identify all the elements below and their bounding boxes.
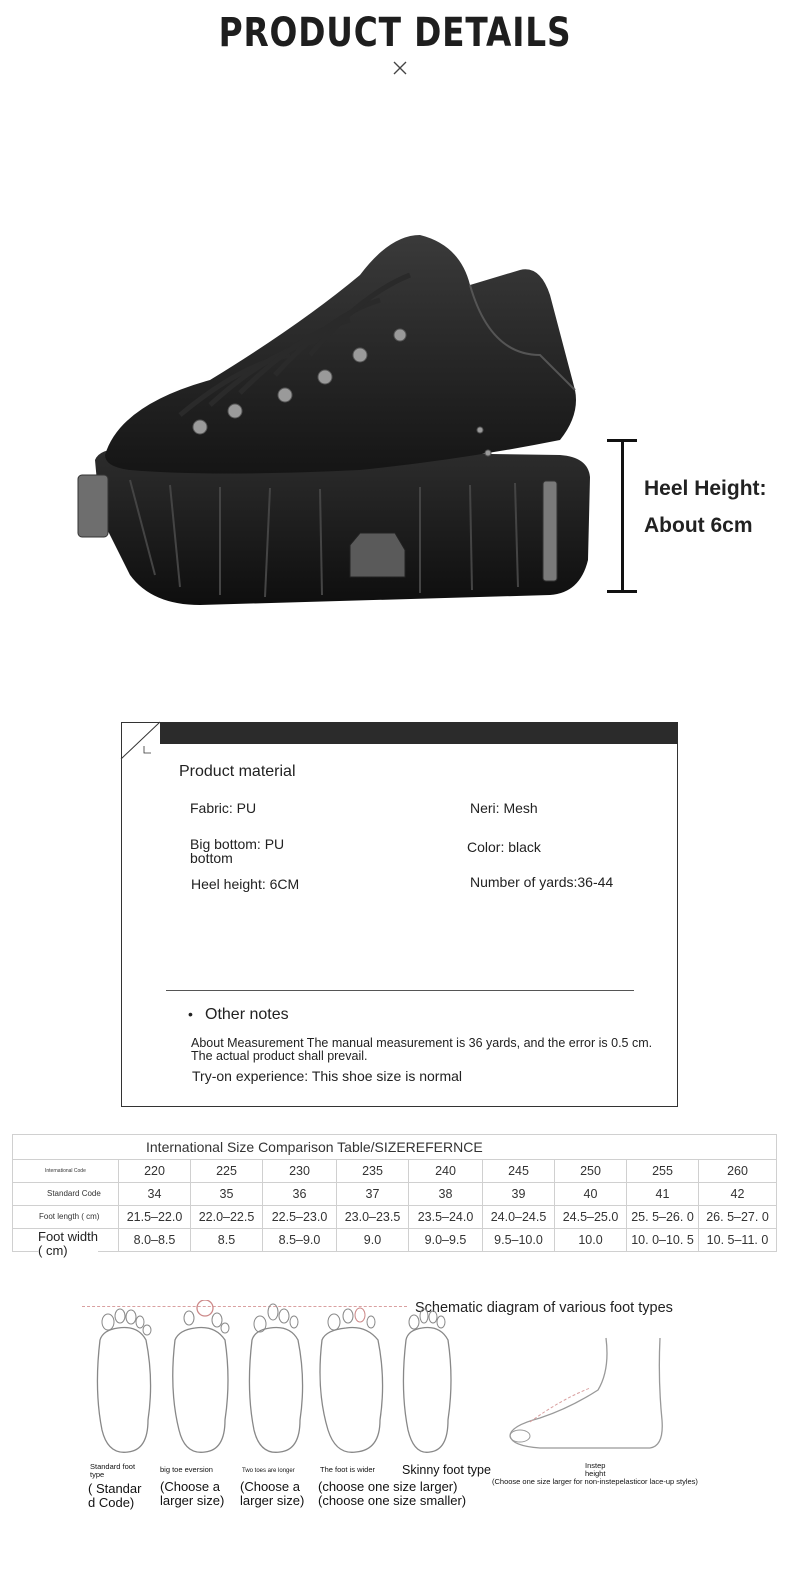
foot-width-label: Foot width ( cm) <box>38 1229 98 1258</box>
yards-value: Number of yards:36-44 <box>470 874 614 890</box>
foot-type-advice: (Choose one size larger for non-instepelasticor lace-up styles) <box>492 1477 698 1486</box>
table-cell: 23.5–24.0 <box>409 1206 483 1229</box>
foot-type-label: Instep height <box>585 1461 606 1478</box>
table-cell: 38 <box>409 1183 483 1206</box>
table-row <box>13 1229 777 1252</box>
foot-type-label: The foot is wider <box>320 1465 376 1474</box>
notes-heading: Other notes <box>205 1006 289 1023</box>
table-cell: 37 <box>337 1183 409 1206</box>
big-toe-eversion-foot-icon <box>165 1300 235 1460</box>
shoe-image <box>60 215 600 635</box>
table-row <box>13 1183 777 1206</box>
table-cell: 36 <box>263 1183 337 1206</box>
instep-height-foot-icon <box>500 1330 720 1460</box>
material-heading: Product material <box>179 763 296 780</box>
table-cell: 10. 0–10. 5 <box>627 1229 699 1252</box>
notes-bullet: • <box>188 1006 193 1022</box>
card-header-band <box>160 722 678 744</box>
table-caption: International Size Comparison Table/SIZEREFERNCE <box>13 1135 777 1160</box>
table-cell: 10.0 <box>555 1229 627 1252</box>
close-icon <box>392 60 408 76</box>
card-folded-corner <box>120 721 162 763</box>
table-cell: 26. 5–27. 0 <box>699 1206 777 1229</box>
table-cell: 24.0–24.5 <box>483 1206 555 1229</box>
foot-type-label: Two toes are longer <box>242 1468 295 1474</box>
neri-value: Neri: Mesh <box>470 800 538 816</box>
standard-foot-icon <box>88 1300 158 1460</box>
size-comparison-table <box>12 1134 777 1252</box>
table-cell: 8.5–9.0 <box>263 1229 337 1252</box>
two-toes-longer-foot-icon <box>240 1300 310 1460</box>
table-cell: 230 <box>263 1160 337 1183</box>
heel-marker-bar <box>621 440 624 592</box>
table-cell: 255 <box>627 1160 699 1183</box>
skinny-foot-icon <box>392 1300 462 1460</box>
page-title: PRODUCT DETAILS <box>218 10 572 56</box>
table-cell: 235 <box>337 1160 409 1183</box>
wide-foot-icon <box>316 1300 386 1460</box>
row-header: Foot length ( cm) <box>13 1206 119 1229</box>
table-cell: 10. 5–11. 0 <box>699 1229 777 1252</box>
foot-type-label: big toe eversion <box>160 1465 213 1474</box>
foot-type-label: Standard foot type <box>90 1462 136 1479</box>
table-cell: 39 <box>483 1183 555 1206</box>
table-cell: 240 <box>409 1160 483 1183</box>
table-cell: 9.0 <box>337 1229 409 1252</box>
table-cell: 8.0–8.5 <box>119 1229 191 1252</box>
table-row <box>13 1160 777 1183</box>
heel-height-label: Heel Height: <box>644 477 767 500</box>
table-cell: 8.5 <box>191 1229 263 1252</box>
tryon-note: Try-on experience: This shoe size is normal <box>192 1068 462 1084</box>
foot-type-advice: ( Standar d Code) <box>88 1481 142 1510</box>
table-cell: 34 <box>119 1183 191 1206</box>
table-cell: 21.5–22.0 <box>119 1206 191 1229</box>
color-value: Color: black <box>467 839 541 855</box>
card-divider <box>166 990 634 991</box>
table-cell: 9.0–9.5 <box>409 1229 483 1252</box>
foot-types-title: Schematic diagram of various foot types <box>415 1300 673 1316</box>
row-header: International Code <box>13 1160 119 1183</box>
table-cell: 25. 5–26. 0 <box>627 1206 699 1229</box>
table-cell: 24.5–25.0 <box>555 1206 627 1229</box>
foot-type-advice: (choose one size larger) (choose one size smaller) <box>318 1479 467 1508</box>
row-header: Standard Code <box>13 1183 119 1206</box>
heel-height-value: Heel height: 6CM <box>191 876 300 892</box>
table-cell: 42 <box>699 1183 777 1206</box>
table-cell: 225 <box>191 1160 263 1183</box>
fabric-value: Fabric: PU <box>190 800 257 816</box>
table-cell: 41 <box>627 1183 699 1206</box>
table-cell: 250 <box>555 1160 627 1183</box>
foot-type-advice: (Choose a larger size) <box>240 1479 305 1508</box>
table-cell: 23.0–23.5 <box>337 1206 409 1229</box>
heel-marker-bottom <box>607 590 637 593</box>
table-cell: 220 <box>119 1160 191 1183</box>
measurement-note: About Measurement The manual measurement is 36 yards, and the error is 0.5 cm. The actual product shall prevail. <box>191 1036 653 1063</box>
table-cell: 260 <box>699 1160 777 1183</box>
heel-height-value: About 6cm <box>644 514 753 537</box>
table-cell: 22.5–23.0 <box>263 1206 337 1229</box>
table-cell: 22.0–22.5 <box>191 1206 263 1229</box>
table-cell: 9.5–10.0 <box>483 1229 555 1252</box>
table-cell: 35 <box>191 1183 263 1206</box>
table-cell: 245 <box>483 1160 555 1183</box>
big-bottom-value: Big bottom: PU bottom <box>190 836 285 866</box>
foot-type-advice: (Choose a larger size) <box>160 1479 225 1508</box>
foot-type-label: Skinny foot type <box>402 1463 491 1477</box>
table-cell: 40 <box>555 1183 627 1206</box>
product-material-card <box>121 722 678 1107</box>
table-row <box>13 1206 777 1229</box>
